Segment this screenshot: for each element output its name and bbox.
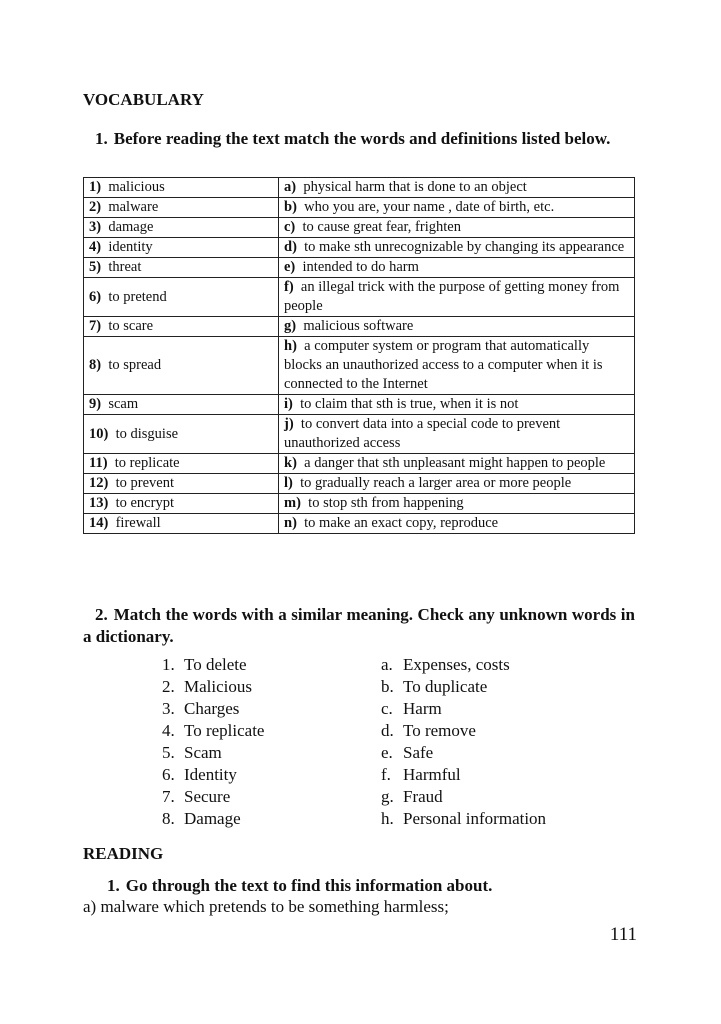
word-number: 14) — [89, 515, 109, 531]
word-text: to pretend — [108, 288, 167, 305]
list-item — [381, 808, 546, 830]
vocabulary-word-cell — [84, 198, 279, 218]
definition-letter: k) — [284, 455, 297, 471]
definition-letter: b) — [284, 199, 297, 215]
vocabulary-word-cell — [84, 337, 279, 395]
list-item — [162, 676, 264, 698]
page-number: 111 — [609, 924, 637, 945]
definition-letter: h) — [284, 338, 297, 354]
word-text: threat — [108, 259, 142, 275]
word-text: malware — [108, 199, 159, 215]
definition-text: physical harm that is done to an object — [303, 179, 527, 195]
vocabulary-word-cell — [84, 317, 279, 337]
word-number: 13) — [89, 495, 109, 511]
definition-letter: i) — [284, 396, 293, 412]
list-marker: 8. — [162, 809, 175, 828]
word-number: 1) — [89, 179, 102, 195]
list-item-text: Expenses, costs — [403, 655, 510, 674]
vocabulary-definition-cell — [279, 258, 635, 278]
list-item-text: Secure — [184, 787, 231, 806]
word-number: 11) — [89, 455, 108, 471]
list-item — [162, 764, 264, 786]
vocabulary-definition-cell — [279, 415, 635, 454]
definition-letter: l) — [284, 475, 293, 491]
list-marker: 3. — [162, 699, 175, 718]
definition-text: to make an exact copy, reproduce — [304, 515, 499, 531]
list-item-text: Harm — [403, 699, 442, 718]
list-item — [381, 676, 546, 698]
list-item-text: Charges — [184, 699, 240, 718]
vocabulary-definition-cell — [279, 238, 635, 258]
definition-text: an illegal trick with the purpose of getting money from people — [284, 279, 620, 314]
vocabulary-row — [84, 178, 635, 198]
word-number: 8) — [89, 357, 102, 373]
reading-task-1-number: 1. — [107, 876, 120, 895]
vocabulary-table-body — [84, 178, 635, 534]
vocabulary-word-cell — [84, 494, 279, 514]
list-marker: f. — [381, 765, 391, 784]
vocabulary-definition-cell — [279, 395, 635, 415]
vocabulary-row — [84, 337, 635, 395]
reading-task-1-text: Go through the text to find this information about. — [125, 876, 493, 895]
vocabulary-table — [83, 177, 635, 534]
task-2-instruction — [83, 604, 635, 648]
vocabulary-word-cell — [84, 415, 279, 454]
vocabulary-definition-cell — [279, 218, 635, 238]
definition-text: to convert data into a special code to prevent unauthorized access — [284, 416, 561, 451]
list-item-text: Scam — [184, 743, 222, 762]
list-marker: d. — [381, 721, 394, 740]
definition-text: to make sth unrecognizable by changing its appearance — [304, 239, 625, 255]
definition-text: malicious software — [303, 318, 414, 334]
vocabulary-definition-cell — [279, 317, 635, 337]
word-number: 2) — [89, 199, 102, 215]
list-marker: c. — [381, 699, 393, 718]
vocabulary-row — [84, 218, 635, 238]
list-item-text: Damage — [184, 809, 241, 828]
word-text: scam — [108, 396, 139, 412]
vocabulary-word-cell — [84, 218, 279, 238]
list-marker: 2. — [162, 677, 175, 696]
word-text: to spread — [108, 357, 162, 373]
list-item — [381, 742, 546, 764]
task-1-text: Before reading the text match the words and definitions listed below. — [113, 129, 611, 148]
word-text: to prevent — [115, 475, 174, 491]
list-item — [162, 742, 264, 764]
word-text: to encrypt — [115, 495, 174, 511]
list-marker: 5. — [162, 743, 175, 762]
list-item — [162, 698, 264, 720]
definition-letter: j) — [284, 416, 294, 432]
vocabulary-row — [84, 454, 635, 474]
word-number: 9) — [89, 396, 102, 412]
reading-task-1-instruction — [107, 875, 635, 897]
list-marker: 1. — [162, 655, 175, 674]
definition-text: who you are, your name , date of birth, etc. — [304, 199, 555, 215]
definition-letter: n) — [284, 515, 297, 531]
list-item — [381, 698, 546, 720]
list-marker: 6. — [162, 765, 175, 784]
definition-text: a computer system or program that automatically blocks an unauthorized access to a computer when it is connected to the Internet — [284, 338, 603, 392]
vocabulary-definition-cell — [279, 454, 635, 474]
definition-text: to gradually reach a larger area or more people — [300, 475, 572, 491]
list-item — [162, 720, 264, 742]
vocabulary-word-cell — [84, 238, 279, 258]
list-item-text: To remove — [403, 721, 476, 740]
vocabulary-definition-cell — [279, 178, 635, 198]
definition-text: to claim that sth is true, when it is not — [300, 396, 519, 412]
word-text: damage — [108, 219, 154, 235]
task-1-instruction — [83, 128, 635, 150]
list-marker: 4. — [162, 721, 175, 740]
vocabulary-word-cell — [84, 474, 279, 494]
list-marker: e. — [381, 743, 393, 762]
list-marker: h. — [381, 809, 394, 828]
vocabulary-heading: VOCABULARY — [83, 90, 204, 109]
vocabulary-word-cell — [84, 454, 279, 474]
word-text: malicious — [108, 179, 165, 195]
definition-letter: e) — [284, 259, 296, 275]
vocabulary-definition-cell — [279, 514, 635, 534]
list-item — [381, 720, 546, 742]
list-item — [162, 786, 264, 808]
list-marker: 7. — [162, 787, 175, 806]
list-item — [381, 786, 546, 808]
list-item-text: To duplicate — [403, 677, 488, 696]
vocabulary-definition-cell — [279, 198, 635, 218]
vocabulary-definition-cell — [279, 494, 635, 514]
list-item — [162, 808, 264, 830]
word-text: to disguise — [115, 425, 179, 442]
task-1-number: 1. — [95, 129, 108, 148]
vocabulary-row — [84, 238, 635, 258]
list-item-text: Personal information — [403, 809, 547, 828]
task-2-text: Match the words with a similar meaning. Check any unknown words in a dictionary. — [83, 605, 635, 646]
match-list-meanings — [381, 654, 546, 830]
list-item-text: To delete — [184, 655, 247, 674]
reading-item-a: a) malware which pretends to be something harmless; — [83, 897, 449, 916]
definition-text: to cause great fear, frighten — [302, 219, 461, 235]
vocabulary-row — [84, 198, 635, 218]
vocabulary-row — [84, 474, 635, 494]
vocabulary-row — [84, 494, 635, 514]
definition-text: a danger that sth unpleasant might happen to people — [304, 455, 606, 471]
vocabulary-word-cell — [84, 258, 279, 278]
vocabulary-row — [84, 514, 635, 534]
word-text: firewall — [115, 515, 161, 531]
list-item-text: To replicate — [184, 721, 265, 740]
definition-letter: m) — [284, 495, 301, 511]
vocabulary-row — [84, 278, 635, 317]
reading-heading: READING — [83, 844, 164, 863]
task-2-number: 2. — [95, 605, 108, 624]
vocabulary-row — [84, 317, 635, 337]
definition-text: to stop sth from happening — [308, 495, 464, 511]
list-item — [381, 654, 546, 676]
list-item-text: Fraud — [403, 787, 443, 806]
list-marker: a. — [381, 655, 393, 674]
list-item-text: Identity — [184, 765, 237, 784]
definition-letter: c) — [284, 219, 296, 235]
vocabulary-word-cell — [84, 278, 279, 317]
vocabulary-definition-cell — [279, 278, 635, 317]
word-number: 6) — [89, 288, 102, 305]
list-item — [381, 764, 546, 786]
match-list-words — [162, 654, 264, 830]
vocabulary-word-cell — [84, 395, 279, 415]
word-text: to scare — [108, 318, 154, 334]
vocabulary-row — [84, 258, 635, 278]
vocabulary-definition-cell — [279, 474, 635, 494]
vocabulary-row — [84, 415, 635, 454]
word-number: 12) — [89, 475, 109, 491]
list-marker: g. — [381, 787, 394, 806]
word-number: 5) — [89, 259, 102, 275]
vocabulary-definition-cell — [279, 337, 635, 395]
definition-letter: f) — [284, 279, 294, 295]
word-text: identity — [108, 239, 153, 255]
word-number: 7) — [89, 318, 102, 334]
definition-letter: a) — [284, 179, 297, 195]
list-item-text: Safe — [403, 743, 434, 762]
vocabulary-word-cell — [84, 178, 279, 198]
list-item — [162, 654, 264, 676]
vocabulary-row — [84, 395, 635, 415]
word-number: 10) — [89, 425, 109, 442]
vocabulary-word-cell — [84, 514, 279, 534]
definition-letter: d) — [284, 239, 297, 255]
definition-text: intended to do harm — [302, 259, 419, 275]
list-item-text: Harmful — [403, 765, 461, 784]
word-number: 4) — [89, 239, 102, 255]
list-item-text: Malicious — [184, 677, 252, 696]
word-text: to replicate — [114, 455, 180, 471]
list-marker: b. — [381, 677, 394, 696]
definition-letter: g) — [284, 318, 297, 334]
word-number: 3) — [89, 219, 102, 235]
